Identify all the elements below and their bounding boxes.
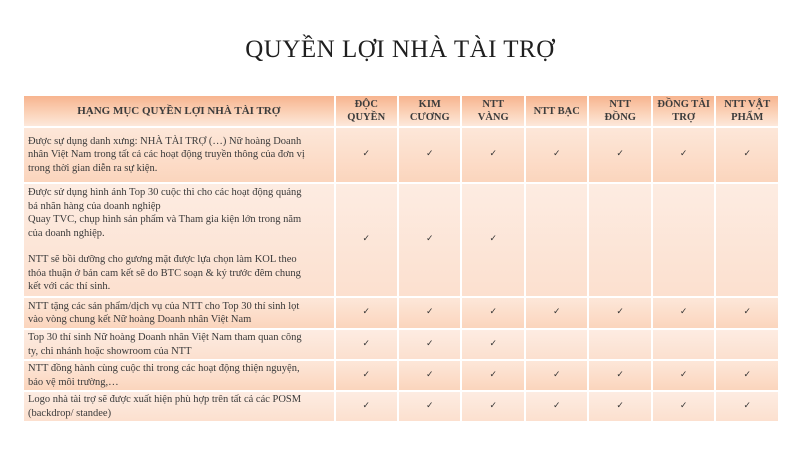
check-icon: ✓ — [552, 369, 561, 380]
benefit-description — [24, 392, 334, 421]
tier-cell — [653, 361, 714, 390]
tier-line: TRỢ — [672, 112, 696, 123]
tier-line: ĐỘC — [354, 99, 378, 110]
check-icon: ✓ — [616, 400, 624, 411]
tier-cell — [589, 184, 650, 296]
tier-cell — [526, 392, 587, 421]
check-icon: ✓ — [679, 369, 688, 380]
check-icon: ✓ — [425, 400, 434, 411]
tier-cell — [589, 392, 650, 421]
check-icon: ✓ — [743, 400, 751, 411]
benefit-description — [24, 128, 334, 182]
benefit-text-line: bá nhãn hàng của doanh nghiệp — [28, 200, 161, 212]
tier-cell — [526, 330, 587, 359]
check-icon: ✓ — [362, 149, 371, 160]
header-category: HẠNG MỤC QUYỀN LỢI NHÀ TÀI TRỢ — [24, 96, 334, 126]
tier-cell — [462, 361, 523, 390]
check-icon: ✓ — [743, 369, 751, 380]
tier-cell — [336, 128, 397, 182]
table-row — [24, 128, 778, 182]
check-icon: ✓ — [425, 307, 434, 318]
tier-cell — [589, 128, 650, 182]
benefit-text-line: Được sự dụng danh xưng: NHÀ TÀI TRỢ (…) Nữ hoàng Doanh — [28, 135, 302, 147]
check-icon: ✓ — [743, 307, 751, 318]
tier-cell — [526, 184, 587, 296]
tier-cell — [653, 184, 714, 296]
table-header-row — [24, 96, 778, 126]
check-icon: ✓ — [552, 400, 561, 411]
tier-cell — [399, 184, 460, 296]
check-icon: ✓ — [679, 307, 688, 318]
benefit-description — [24, 330, 334, 359]
check-icon: ✓ — [679, 400, 688, 411]
tier-line: VÀNG — [477, 112, 509, 123]
header-tier-ntt-dong — [589, 96, 650, 126]
tier-cell — [399, 392, 460, 421]
header-tier-kim-cuong — [399, 96, 460, 126]
check-icon: ✓ — [425, 234, 434, 245]
check-icon: ✓ — [552, 149, 561, 160]
benefit-text-line: trong thời gian diễn ra sự kiện. — [28, 162, 158, 174]
check-icon: ✓ — [616, 369, 624, 380]
check-icon: ✓ — [616, 149, 624, 160]
tier-cell — [653, 128, 714, 182]
tier-cell — [336, 330, 397, 359]
check-icon: ✓ — [425, 149, 434, 160]
tier-cell — [716, 298, 778, 328]
tier-cell — [462, 128, 523, 182]
tier-line: ĐỒNG — [604, 112, 636, 123]
check-icon: ✓ — [362, 369, 371, 380]
tier-line: ĐỒNG TÀI — [657, 99, 710, 110]
check-icon: ✓ — [362, 307, 371, 318]
header-tier-doc-quyen — [336, 96, 397, 126]
tier-cell — [462, 298, 523, 328]
check-icon: ✓ — [552, 307, 561, 318]
tier-cell — [399, 330, 460, 359]
tier-cell — [462, 330, 523, 359]
tier-cell — [589, 330, 650, 359]
header-tier-ntt-vat-pham — [716, 96, 778, 126]
benefit-text-line: NTT tặng các sản phẩm/dịch vụ của NTT cho Top 30 thí sinh lọt — [28, 300, 300, 312]
header-tier-dong-tai-tro — [653, 96, 714, 126]
tier-cell — [716, 392, 778, 421]
tier-cell — [526, 361, 587, 390]
tier-cell — [336, 184, 397, 296]
header-tier-ntt-vang — [462, 96, 523, 126]
tier-cell — [526, 298, 587, 328]
check-icon: ✓ — [489, 338, 497, 349]
benefit-text-line: của doanh nghiệp. — [28, 227, 105, 239]
tier-cell — [336, 392, 397, 421]
check-icon: ✓ — [489, 149, 497, 160]
benefit-text-line: NTT sẽ bồi dưỡng cho gương mặt được lựa chọn làm KOL theo — [28, 254, 297, 266]
check-icon: ✓ — [489, 369, 497, 380]
tier-line: NTT BẠC — [533, 105, 580, 117]
check-icon: ✓ — [425, 369, 434, 380]
benefit-text-line: Top 30 thí sinh Nữ hoàng Doanh nhân Việt Nam tham quan công — [28, 332, 302, 343]
benefit-text-line: Được sử dụng hình ảnh Top 30 cuộc thi cho các hoạt động quảng — [28, 187, 302, 199]
benefit-text-line: Logo nhà tài trợ sẽ được xuất hiện phù hợp trên tất cả các POSM — [28, 394, 302, 405]
tier-cell — [399, 128, 460, 182]
benefit-text-line: nhân Việt Nam trong tất cả các hoạt động truyền thông của đơn vị — [28, 149, 305, 161]
check-icon: ✓ — [616, 307, 624, 318]
tier-cell — [653, 392, 714, 421]
tier-cell — [653, 330, 714, 359]
tier-line: NTT — [609, 99, 631, 110]
check-icon: ✓ — [489, 234, 497, 245]
table-row — [24, 392, 778, 421]
header-tier-ntt-bac — [526, 96, 587, 126]
tier-line: KIM — [418, 99, 441, 110]
tier-cell — [462, 392, 523, 421]
check-icon: ✓ — [362, 338, 371, 349]
benefit-text-line: thỏa thuận ở bản cam kết sẽ do BTC soạn & ký trước đêm chung — [28, 267, 301, 279]
tier-cell — [653, 298, 714, 328]
benefit-description — [24, 298, 334, 328]
check-icon: ✓ — [679, 149, 688, 160]
tier-cell — [462, 184, 523, 296]
benefit-text-line: NTT đồng hành cùng cuộc thi trong các hoạt động thiện nguyện, — [28, 363, 300, 374]
tier-line: NTT — [482, 99, 505, 110]
check-icon: ✓ — [362, 234, 371, 245]
check-icon: ✓ — [362, 400, 371, 411]
table-row — [24, 361, 778, 390]
benefit-text-line: kết với các thí sinh. — [28, 281, 111, 293]
tier-cell — [589, 298, 650, 328]
tier-line: QUYỀN — [347, 112, 386, 123]
tier-line: PHẨM — [731, 112, 764, 123]
benefit-text-line: bảo vệ môi trường,… — [28, 376, 119, 388]
table-row — [24, 330, 778, 359]
tier-cell — [716, 330, 778, 359]
benefit-text-line: Quay TVC, chụp hình sản phẩm và Tham gia kiện lớn trong năm — [28, 214, 302, 226]
tier-cell — [716, 361, 778, 390]
tier-cell — [716, 128, 778, 182]
tier-cell — [399, 361, 460, 390]
tier-cell — [589, 361, 650, 390]
tier-cell — [399, 298, 460, 328]
tier-cell — [526, 128, 587, 182]
page-title: QUYỀN LỢI NHÀ TÀI TRỢ — [245, 36, 555, 63]
benefit-description — [24, 361, 334, 390]
check-icon: ✓ — [489, 307, 497, 318]
benefit-text-line: (backdrop/ standee) — [28, 407, 112, 419]
check-icon: ✓ — [489, 400, 497, 411]
check-icon: ✓ — [425, 338, 434, 349]
tier-line: CƯƠNG — [409, 112, 450, 123]
table-row — [24, 184, 778, 296]
tier-cell — [716, 184, 778, 296]
benefit-text-line: ty, chi nhánh hoặc showroom của NTT — [28, 345, 192, 357]
sponsor-benefits-table — [22, 94, 780, 423]
tier-cell — [336, 361, 397, 390]
tier-cell — [336, 298, 397, 328]
table-row — [24, 298, 778, 328]
tier-line: NTT VẬT — [724, 99, 771, 110]
benefit-description — [24, 184, 334, 296]
check-icon: ✓ — [743, 149, 751, 160]
benefit-text-line: vào vòng chung kết Nữ hoàng Doanh nhân Việt Nam — [28, 314, 252, 325]
